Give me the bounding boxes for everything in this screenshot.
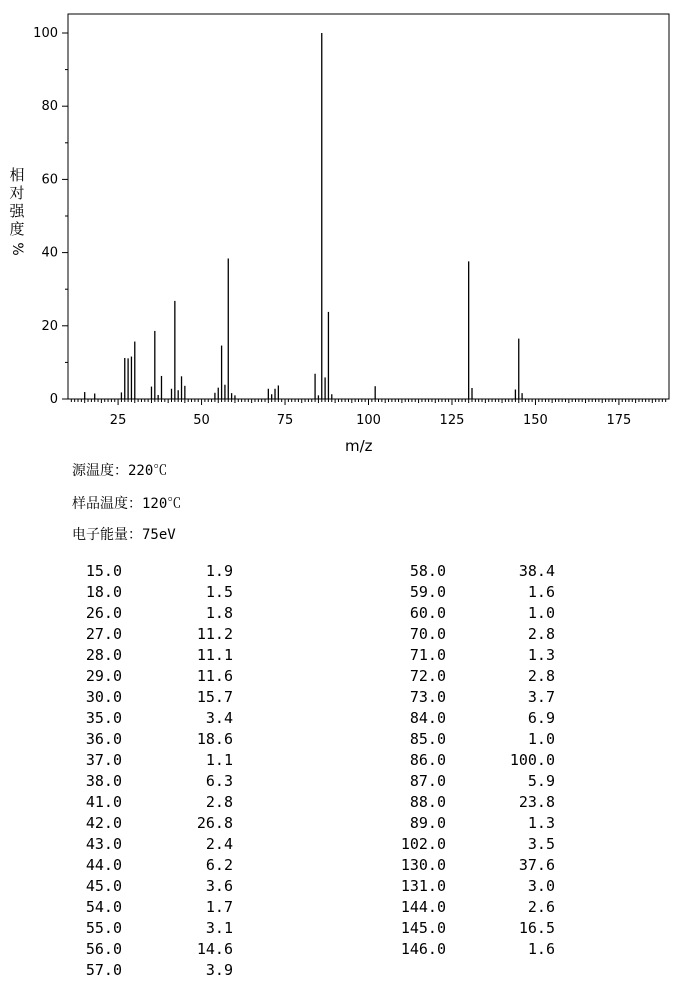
peak-mz: 28.0 [85, 646, 122, 664]
y-tick-label: 40 [41, 245, 58, 261]
peak-intensity: 26.8 [196, 814, 233, 832]
peak-intensity: 1.8 [205, 604, 233, 622]
peak-mz: 55.0 [85, 919, 122, 937]
peak-mz: 144.0 [400, 898, 446, 916]
peak-mz: 30.0 [85, 688, 122, 706]
x-tick-label: 25 [109, 413, 127, 428]
peak-mz: 56.0 [85, 940, 122, 958]
peak-mz: 18.0 [85, 583, 122, 601]
x-tick-label: 125 [439, 413, 465, 428]
plot-frame [68, 14, 669, 399]
peak-mz: 43.0 [85, 835, 122, 853]
peak-intensity: 1.6 [527, 583, 555, 601]
peak-mz: 58.0 [409, 562, 446, 580]
peak-mz: 41.0 [85, 793, 122, 811]
peak-intensity: 16.5 [518, 919, 555, 937]
peak-intensity: 1.1 [205, 751, 233, 769]
peak-intensity: 38.4 [518, 562, 555, 580]
peak-intensity: 1.5 [205, 583, 233, 601]
peak-intensity: 100.0 [509, 751, 555, 769]
peak-intensity: 2.8 [205, 793, 233, 811]
peak-mz: 71.0 [409, 646, 446, 664]
peak-intensity: 2.8 [527, 667, 555, 685]
peak-intensity: 2.8 [527, 625, 555, 643]
peak-mz: 86.0 [409, 751, 446, 769]
peak-mz: 35.0 [85, 709, 122, 727]
peak-mz: 59.0 [409, 583, 446, 601]
peak-intensity: 15.7 [196, 688, 233, 706]
peak-intensity: 1.6 [527, 940, 555, 958]
y-tick-label: 0 [49, 392, 58, 407]
peak-intensity: 3.5 [527, 835, 555, 853]
peak-intensity: 3.1 [205, 919, 233, 937]
peak-mz: 70.0 [409, 625, 446, 643]
peak-intensity: 11.1 [196, 646, 233, 664]
peak-intensity: 3.0 [527, 877, 555, 895]
peak-intensity: 1.3 [527, 646, 555, 664]
y-tick-label: 100 [33, 26, 58, 41]
peak-mz: 73.0 [409, 688, 446, 706]
y-axis-label [6, 166, 28, 258]
peak-mz: 131.0 [400, 877, 446, 895]
peak-mz: 87.0 [409, 772, 446, 790]
peak-mz: 36.0 [85, 730, 122, 748]
peak-intensity: 37.6 [518, 856, 555, 874]
y-tick-label: 60 [41, 172, 58, 188]
peak-mz: 89.0 [409, 814, 446, 832]
peak-mz: 85.0 [409, 730, 446, 748]
peak-mz: 45.0 [85, 877, 122, 895]
peak-intensity: 1.0 [527, 730, 555, 748]
peak-mz: 57.0 [85, 961, 122, 979]
peak-mz: 146.0 [400, 940, 446, 958]
peak-intensity: 23.8 [518, 793, 555, 811]
peak-intensity: 3.4 [205, 709, 233, 727]
y-tick-label: 80 [41, 99, 58, 115]
peak-mz: 15.0 [85, 562, 122, 580]
peak-intensity: 6.9 [527, 709, 555, 727]
peak-intensity: 1.0 [527, 604, 555, 622]
peak-mz: 27.0 [85, 625, 122, 643]
x-tick-label: 175 [606, 413, 632, 428]
peak-mz: 44.0 [85, 856, 122, 874]
peak-lines [85, 33, 522, 399]
peak-mz: 38.0 [85, 772, 122, 790]
mass-spectrum-chart [0, 0, 680, 460]
peak-intensity: 14.6 [196, 940, 233, 958]
x-axis-label: m/z [345, 437, 373, 455]
peak-mz: 60.0 [409, 604, 446, 622]
y-tick-label: 20 [41, 318, 58, 334]
peak-intensity: 11.6 [196, 667, 233, 685]
x-tick-label: 100 [356, 413, 381, 428]
peak-intensity: 3.7 [527, 688, 555, 706]
electron-energy: 电子能量：75eV [72, 527, 176, 543]
peak-mz: 88.0 [409, 793, 446, 811]
peak-mz: 29.0 [85, 667, 122, 685]
peak-intensity: 18.6 [196, 730, 233, 748]
peak-mz: 42.0 [85, 814, 122, 832]
peak-intensity: 1.3 [527, 814, 555, 832]
peak-intensity: 6.3 [205, 772, 233, 790]
peak-intensity: 1.7 [205, 898, 233, 916]
peak-intensity: 3.9 [205, 961, 233, 979]
sample-temperature: 样品温度：120℃ [72, 496, 182, 512]
peak-intensity: 2.4 [205, 835, 233, 853]
peak-mz: 37.0 [85, 751, 122, 769]
x-tick-label: 150 [523, 413, 548, 428]
y-axis-label-text: 相 对 强 度 [9, 166, 25, 238]
source-temperature: 源温度：220℃ [72, 463, 168, 479]
peak-mz: 26.0 [85, 604, 122, 622]
peak-intensity: 6.2 [205, 856, 233, 874]
peak-intensity: 11.2 [196, 625, 233, 643]
x-tick-label: 50 [193, 413, 210, 428]
peak-mz: 72.0 [409, 667, 446, 685]
y-axis-unit: % [9, 242, 25, 256]
peak-mz: 54.0 [85, 898, 122, 916]
peak-mz: 145.0 [400, 919, 446, 937]
peak-intensity: 5.9 [527, 772, 555, 790]
peak-mz: 130.0 [400, 856, 446, 874]
peak-intensity: 1.9 [205, 562, 233, 580]
peak-intensity: 2.6 [527, 898, 555, 916]
peak-mz: 84.0 [409, 709, 446, 727]
peak-intensity: 3.6 [205, 877, 233, 895]
x-tick-label: 75 [276, 413, 294, 428]
peak-mz: 102.0 [400, 835, 446, 853]
